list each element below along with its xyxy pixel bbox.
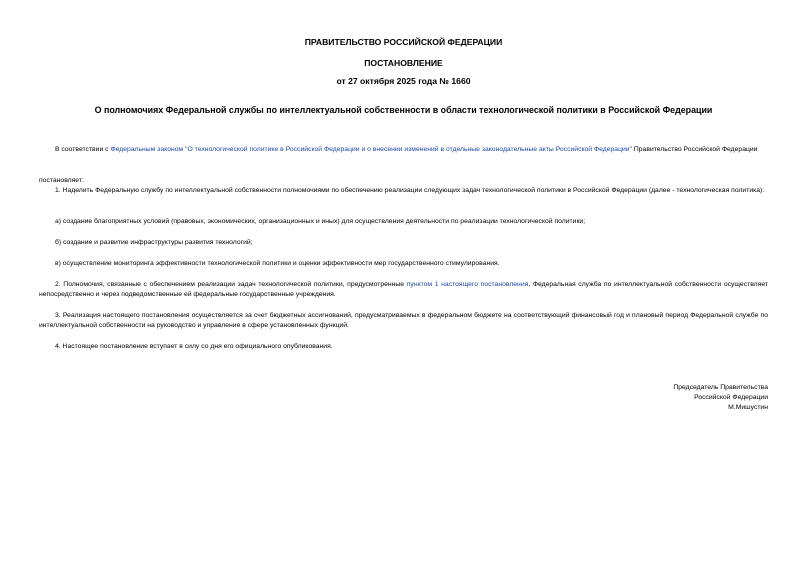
item-2-prefix: 2. Полномочия, связанные с обеспечением реализации задач технологической политики, предусмотренные — [55, 281, 407, 288]
item-1c: в) осуществление мониторинга эффективности технологической политики и оценки эффективности мер государственного стимулирования. — [55, 260, 500, 267]
point-1-link[interactable]: пунктом 1 настоящего постановления — [406, 281, 529, 288]
item-1: 1. Наделить Федеральную службу по интеллектуальной собственности полномочиями по обеспечению реализации следующих задач технологической политики в Российской Федерации (далее - технологическая политика): — [55, 187, 765, 194]
intro-prefix: В соответствии с — [55, 146, 111, 153]
item-1b: б) создание и развитие инфраструктуры развития технологий; — [55, 239, 253, 246]
resolves-text: постановляет: — [39, 177, 84, 184]
government-heading: ПРАВИТЕЛЬСТВО РОССИЙСКОЙ ФЕДЕРАЦИИ — [304, 37, 503, 47]
signature-title-line1: Председатель Правительства — [673, 384, 768, 391]
item-3: 3. Реализация настоящего постановления осуществляется за счет бюджетных ассигнований, предусматриваемых в федеральном бюджете на соответствующий финансовый год и плановый период Федеральной службе по интеллектуальной собственности на руководство и управление в сфере установленных функций. — [39, 312, 768, 329]
item-4: 4. Настоящее постановление вступает в силу со дня его официального опубликования. — [55, 343, 333, 350]
item-1a: а) создание благоприятных условий (правовых, экономических, организационных и иных) для осуществления деятельности по реализации технологической политики; — [55, 218, 586, 225]
federal-law-link[interactable]: Федеральным законом "О технологической политике в Российской Федерации и о внесении изменений в отдельные законодательные акты Российской Федерации" — [110, 146, 632, 153]
item-2-suffix: , Федеральная служба по интеллектуальной собственности осуществляет непосредственно и через подведомственные ей федеральные государственные учреждения. — [39, 281, 768, 298]
document-title: О полномочиях Федеральной службы по интеллектуальной собственности в области технологической политики в Российской Федерации — [94, 105, 713, 115]
date-number-line: от 27 октября 2025 года № 1660 — [336, 76, 471, 86]
intro-paragraph — [39, 145, 768, 155]
document-type-heading: ПОСТАНОВЛЕНИЕ — [364, 58, 443, 68]
signature-name: М.Мишустин — [728, 404, 768, 411]
item-2 — [39, 280, 768, 300]
intro-suffix: Правительство Российской Федерации — [632, 146, 758, 153]
signature-title-line2: Российской Федерации — [694, 394, 768, 401]
